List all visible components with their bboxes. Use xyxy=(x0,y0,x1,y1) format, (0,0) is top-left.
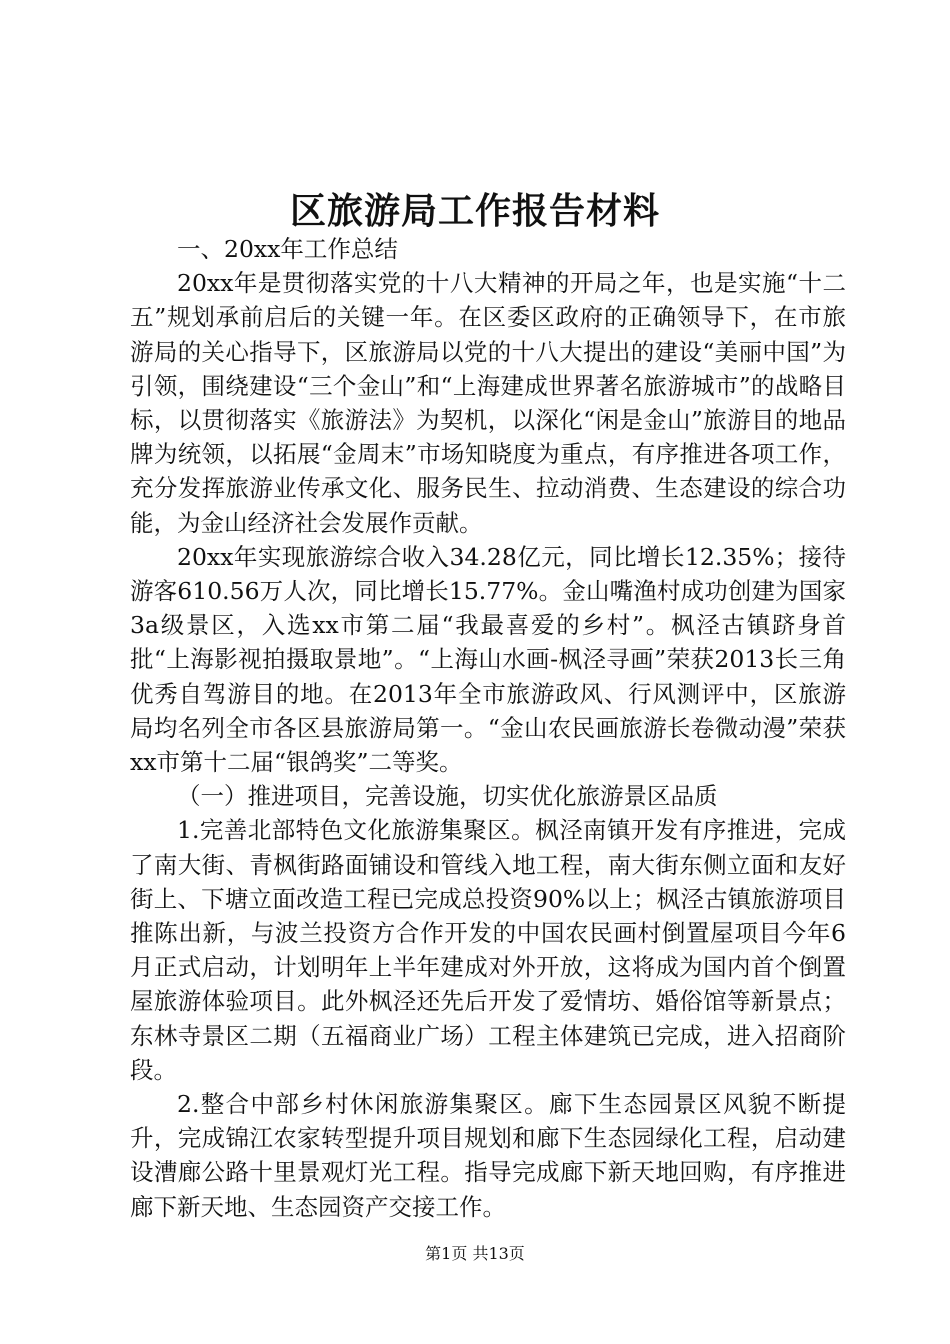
section-heading: 一、20xx年工作总结 xyxy=(177,235,398,263)
body-paragraph: 1.完善北部特色文化旅游集聚区。枫泾南镇开发有序推进，完成了南大街、青枫街路面铺设和管线入地工程，南大街东侧立面和友好街上、下塘立面改造工程已完成总投资90%以上；枫泾古镇旅游项目推陈出新，与波兰投资方合作开发的中国农民画村倒置屋项目今年6月正式启动，计划明年上半年建成对外开放，这将成为国内首个倒置屋旅游体验项目。此外枫泾还先后开发了爱情坊、婚俗馆等新景点；东林寺景区二期（五福商业广场）工程主体建筑已完成，进入招商阶段。 xyxy=(130,816,846,1084)
body-paragraph: 20xx年是贯彻落实党的十八大精神的开局之年，也是实施“十二五”规划承前启后的关键一年。在区委区政府的正确领导下，在市旅游局的关心指导下，区旅游局以党的十八大提出的建设“美丽中国”为引领，围绕建设“三个金山”和“上海建成世界著名旅游城市”的战略目标，以贯彻落实《旅游法》为契机，以深化“闲是金山”旅游目的地品牌为统领，以拓展“金周末”市场知晓度为重点，有序推进各项工作，充分发挥旅游业传承文化、服务民生、拉动消费、生态建设的综合功能，为金山经济社会发展作贡献。 xyxy=(130,269,846,537)
page-footer: 第1页 共13页 xyxy=(425,1244,525,1263)
body-paragraph: 2.整合中部乡村休闲旅游集聚区。廊下生态园景区风貌不断提升，完成锦江农家转型提升项目规划和廊下生态园绿化工程，启动建设漕廊公路十里景观灯光工程。指导完成廊下新天地回购，有序推进廊下新天地、生态园资产交接工作。 xyxy=(130,1090,846,1221)
document-body xyxy=(130,232,846,1224)
document-title: 区旅游局工作报告材料 xyxy=(289,190,660,232)
subsection-heading: （一）推进项目，完善设施，切实优化旅游景区品质 xyxy=(177,782,718,811)
body-paragraph: 20xx年实现旅游综合收入34.28亿元，同比增长12.35%；接待游客610.56万人次，同比增长15.77%。金山嘴渔村成功创建为国家3a级景区，入选xx市第二届“我最喜爱的乡村”。枫泾古镇跻身首批“上海影视拍摄取景地”。“上海山水画-枫泾寻画”荣获2013长三角优秀自驾游目的地。在2013年全市旅游政风、行风测评中，区旅游局均名列全市各区县旅游局第一。“金山农民画旅游长卷微动漫”荣获xx市第十二届“银鸽奖”二等奖。 xyxy=(130,542,846,777)
